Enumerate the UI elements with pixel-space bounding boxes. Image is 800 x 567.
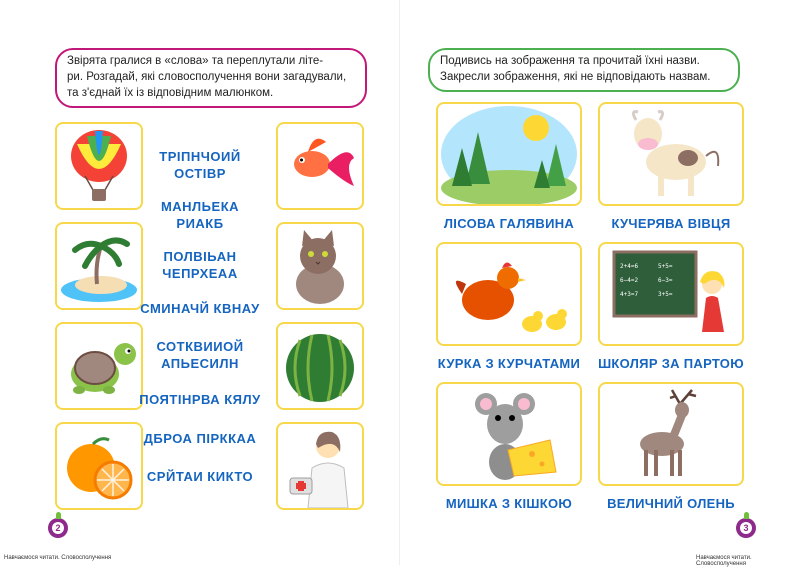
word-line: АПЬЕСИЛН <box>161 356 239 371</box>
scrambled-word <box>130 338 270 372</box>
scrambled-word <box>130 430 270 447</box>
word-line: ПОЯТІНРВА КЯЛУ <box>139 392 261 407</box>
scrambled-word <box>130 468 270 485</box>
word-line: МАНЛЬЕКА <box>160 199 240 214</box>
mouse-with-cheese-picture[interactable] <box>436 382 582 486</box>
hen-with-chicks-picture[interactable] <box>436 242 582 346</box>
scrambled-word <box>130 198 270 232</box>
word-line: ЧЕПРХЕАА <box>162 266 238 281</box>
scrambled-word <box>130 248 270 282</box>
card-caption: КУЧЕРЯВА ВІВЦЯ <box>611 216 731 231</box>
svg-text:5+5=: 5+5= <box>658 263 673 270</box>
scrambled-word <box>130 391 270 408</box>
word-line: ТРІПНЧОИЙ <box>159 149 241 164</box>
cat-picture[interactable] <box>276 222 364 310</box>
word-line: ОСТІВР <box>174 166 226 181</box>
footer-text: Навчаємося читати. Словосполучення <box>696 555 752 567</box>
svg-text:6−4=2: 6−4=2 <box>620 277 639 284</box>
girl-at-blackboard-picture[interactable] <box>598 242 744 346</box>
word-line: СМИНАЧЙ КВНАУ <box>140 301 260 316</box>
card-caption: ЛІСОВА ГАЛЯВИНА <box>443 216 575 231</box>
instruction-line: Подивись на зображення та прочитай їхні назви. <box>440 55 700 67</box>
word-line: СРЙТАИ КИКТО <box>146 469 254 484</box>
right-instruction-box <box>428 48 740 92</box>
scrambled-word <box>130 148 270 182</box>
card-caption: МИШКА З КІШКОЮ <box>445 496 573 511</box>
instruction-line: та з'єднай їх із відповідним малюнком. <box>67 87 274 99</box>
page-number-badge <box>48 518 68 538</box>
goldfish-picture[interactable] <box>276 122 364 210</box>
card-caption: ВЕЛИЧНИЙ ОЛЕНЬ <box>607 496 735 511</box>
page-number: 3 <box>740 522 752 534</box>
forest-meadow-picture[interactable] <box>436 102 582 206</box>
svg-text:6−3=: 6−3= <box>658 277 673 284</box>
page-number-badge <box>736 518 756 538</box>
watermelon-picture[interactable] <box>276 322 364 410</box>
instruction-line: Звірята гралися в «слова» та переплутали літе- <box>67 55 324 67</box>
svg-text:3+5=: 3+5= <box>658 291 673 298</box>
footer-text: Навчаємося читати. Словосполучення <box>4 555 112 561</box>
word-line: ПОЛВІЬАН <box>163 249 237 264</box>
left-page <box>0 0 400 565</box>
cow-picture[interactable] <box>598 102 744 206</box>
svg-text:2+4=6: 2+4=6 <box>620 263 639 270</box>
deer-picture[interactable] <box>598 382 744 486</box>
instruction-line: ри. Розгадай, які словосполучення вони загадували, <box>67 71 347 83</box>
page-number: 2 <box>52 522 64 534</box>
word-line: ДБРОА ПІРККАА <box>143 431 257 446</box>
instruction-line: Закресли зображення, які не відповідають назвам. <box>440 71 711 83</box>
svg-text:4+3=7: 4+3=7 <box>620 291 639 298</box>
word-line: СОТКВИИОЙ <box>156 339 244 354</box>
word-line: РИАКБ <box>176 216 224 231</box>
card-caption: ШКОЛЯР ЗА ПАРТОЮ <box>598 356 744 371</box>
card-caption: КУРКА З КУРЧАТАМИ <box>437 356 581 371</box>
left-instruction-box <box>55 48 367 108</box>
scrambled-word <box>130 300 270 317</box>
right-page <box>400 0 800 565</box>
doctor-picture[interactable] <box>276 422 364 510</box>
